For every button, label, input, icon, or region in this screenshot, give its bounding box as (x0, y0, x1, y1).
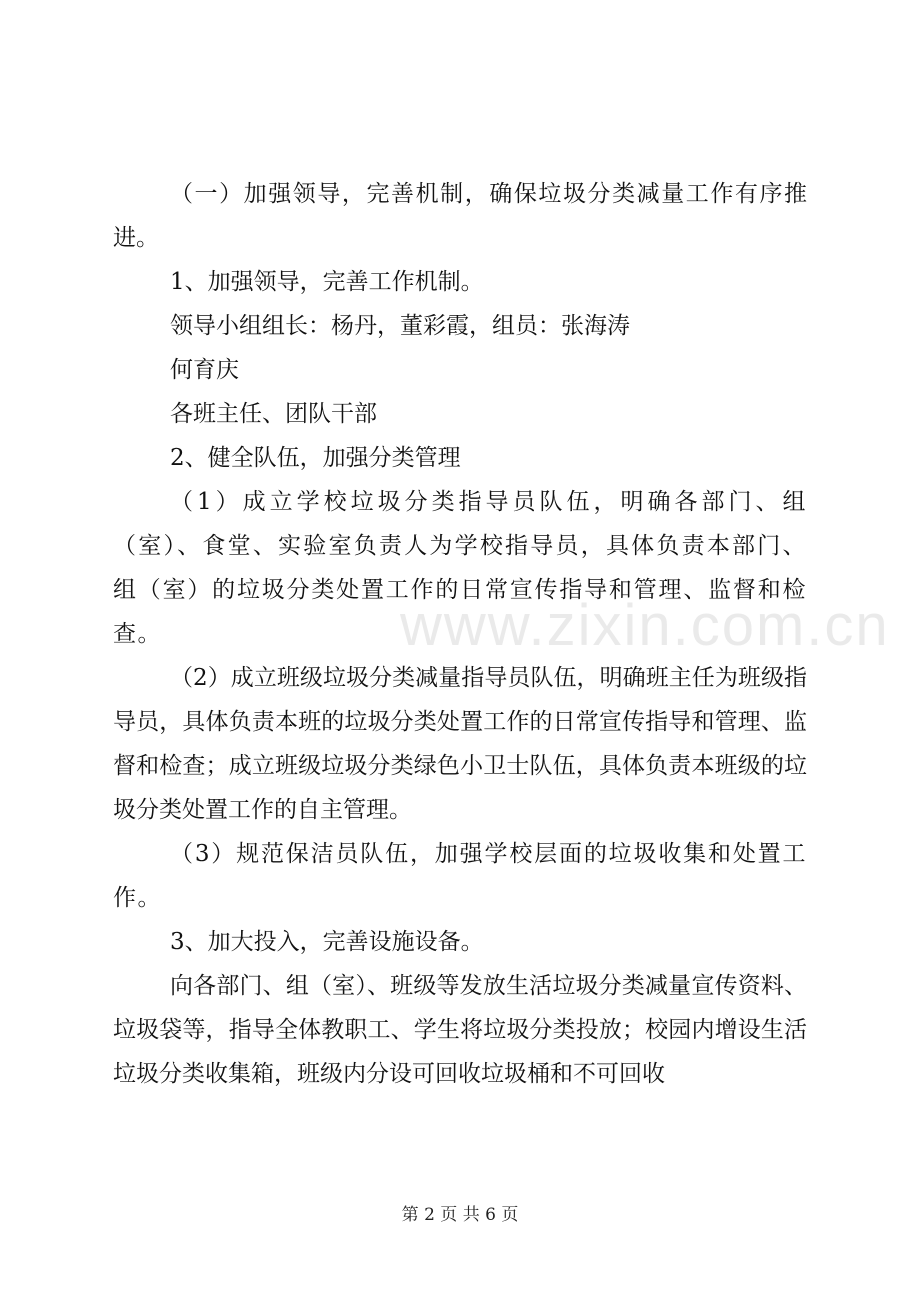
paragraph-item-2: 2、健全队伍，加强分类管理 (170, 445, 461, 471)
paragraph-class-teachers: 各班主任、团队干部 (170, 401, 377, 427)
page-footer: 第 2 页 共 6 页 (401, 1205, 519, 1225)
paragraph-item-1: 1、加强领导，完善工作机制。 (170, 269, 484, 295)
paragraph-section-heading: （一）加强领导，完善机制，确保垃圾分类减量工作有序推进。 (113, 181, 807, 251)
watermark-text: www.zixin.com.cn (400, 593, 890, 658)
paragraph-facilities: 向各部门、组（室）、班级等发放生活垃圾分类减量宣传资料、垃圾袋等，指导全体教职工、学生将垃圾分类投放；校园内增设生活垃圾分类收集箱，班级内分设可回收垃圾桶和不可回收 (113, 973, 807, 1087)
paragraph-leader-group: 领导小组组长：杨丹，董彩霞，组员：张海涛 (170, 313, 630, 339)
document-body (113, 172, 807, 1096)
paragraph-item-3: 3、加大投入，完善设施设备。 (170, 929, 484, 955)
paragraph-subitem-2: （2）成立班级垃圾分类减量指导员队伍，明确班主任为班级指导员，具体负责本班的垃圾分类处置工作的日常宣传指导和管理、监督和检查；成立班级垃圾分类绿色小卫士队伍，具体负责本班级的垃圾分类处置工作的自主管理。 (113, 665, 807, 823)
paragraph-subitem-1: （1）成立学校垃圾分类指导员队伍，明确各部门、组（室）、食堂、实验室负责人为学校指导员，具体负责本部门、组（室）的垃圾分类处置工作的日常宣传指导和管理、监督和检查。 (113, 489, 807, 647)
paragraph-subitem-3: （3）规范保洁员队伍，加强学校层面的垃圾收集和处置工作。 (113, 841, 807, 911)
paragraph-member-name: 何育庆 (170, 357, 239, 383)
